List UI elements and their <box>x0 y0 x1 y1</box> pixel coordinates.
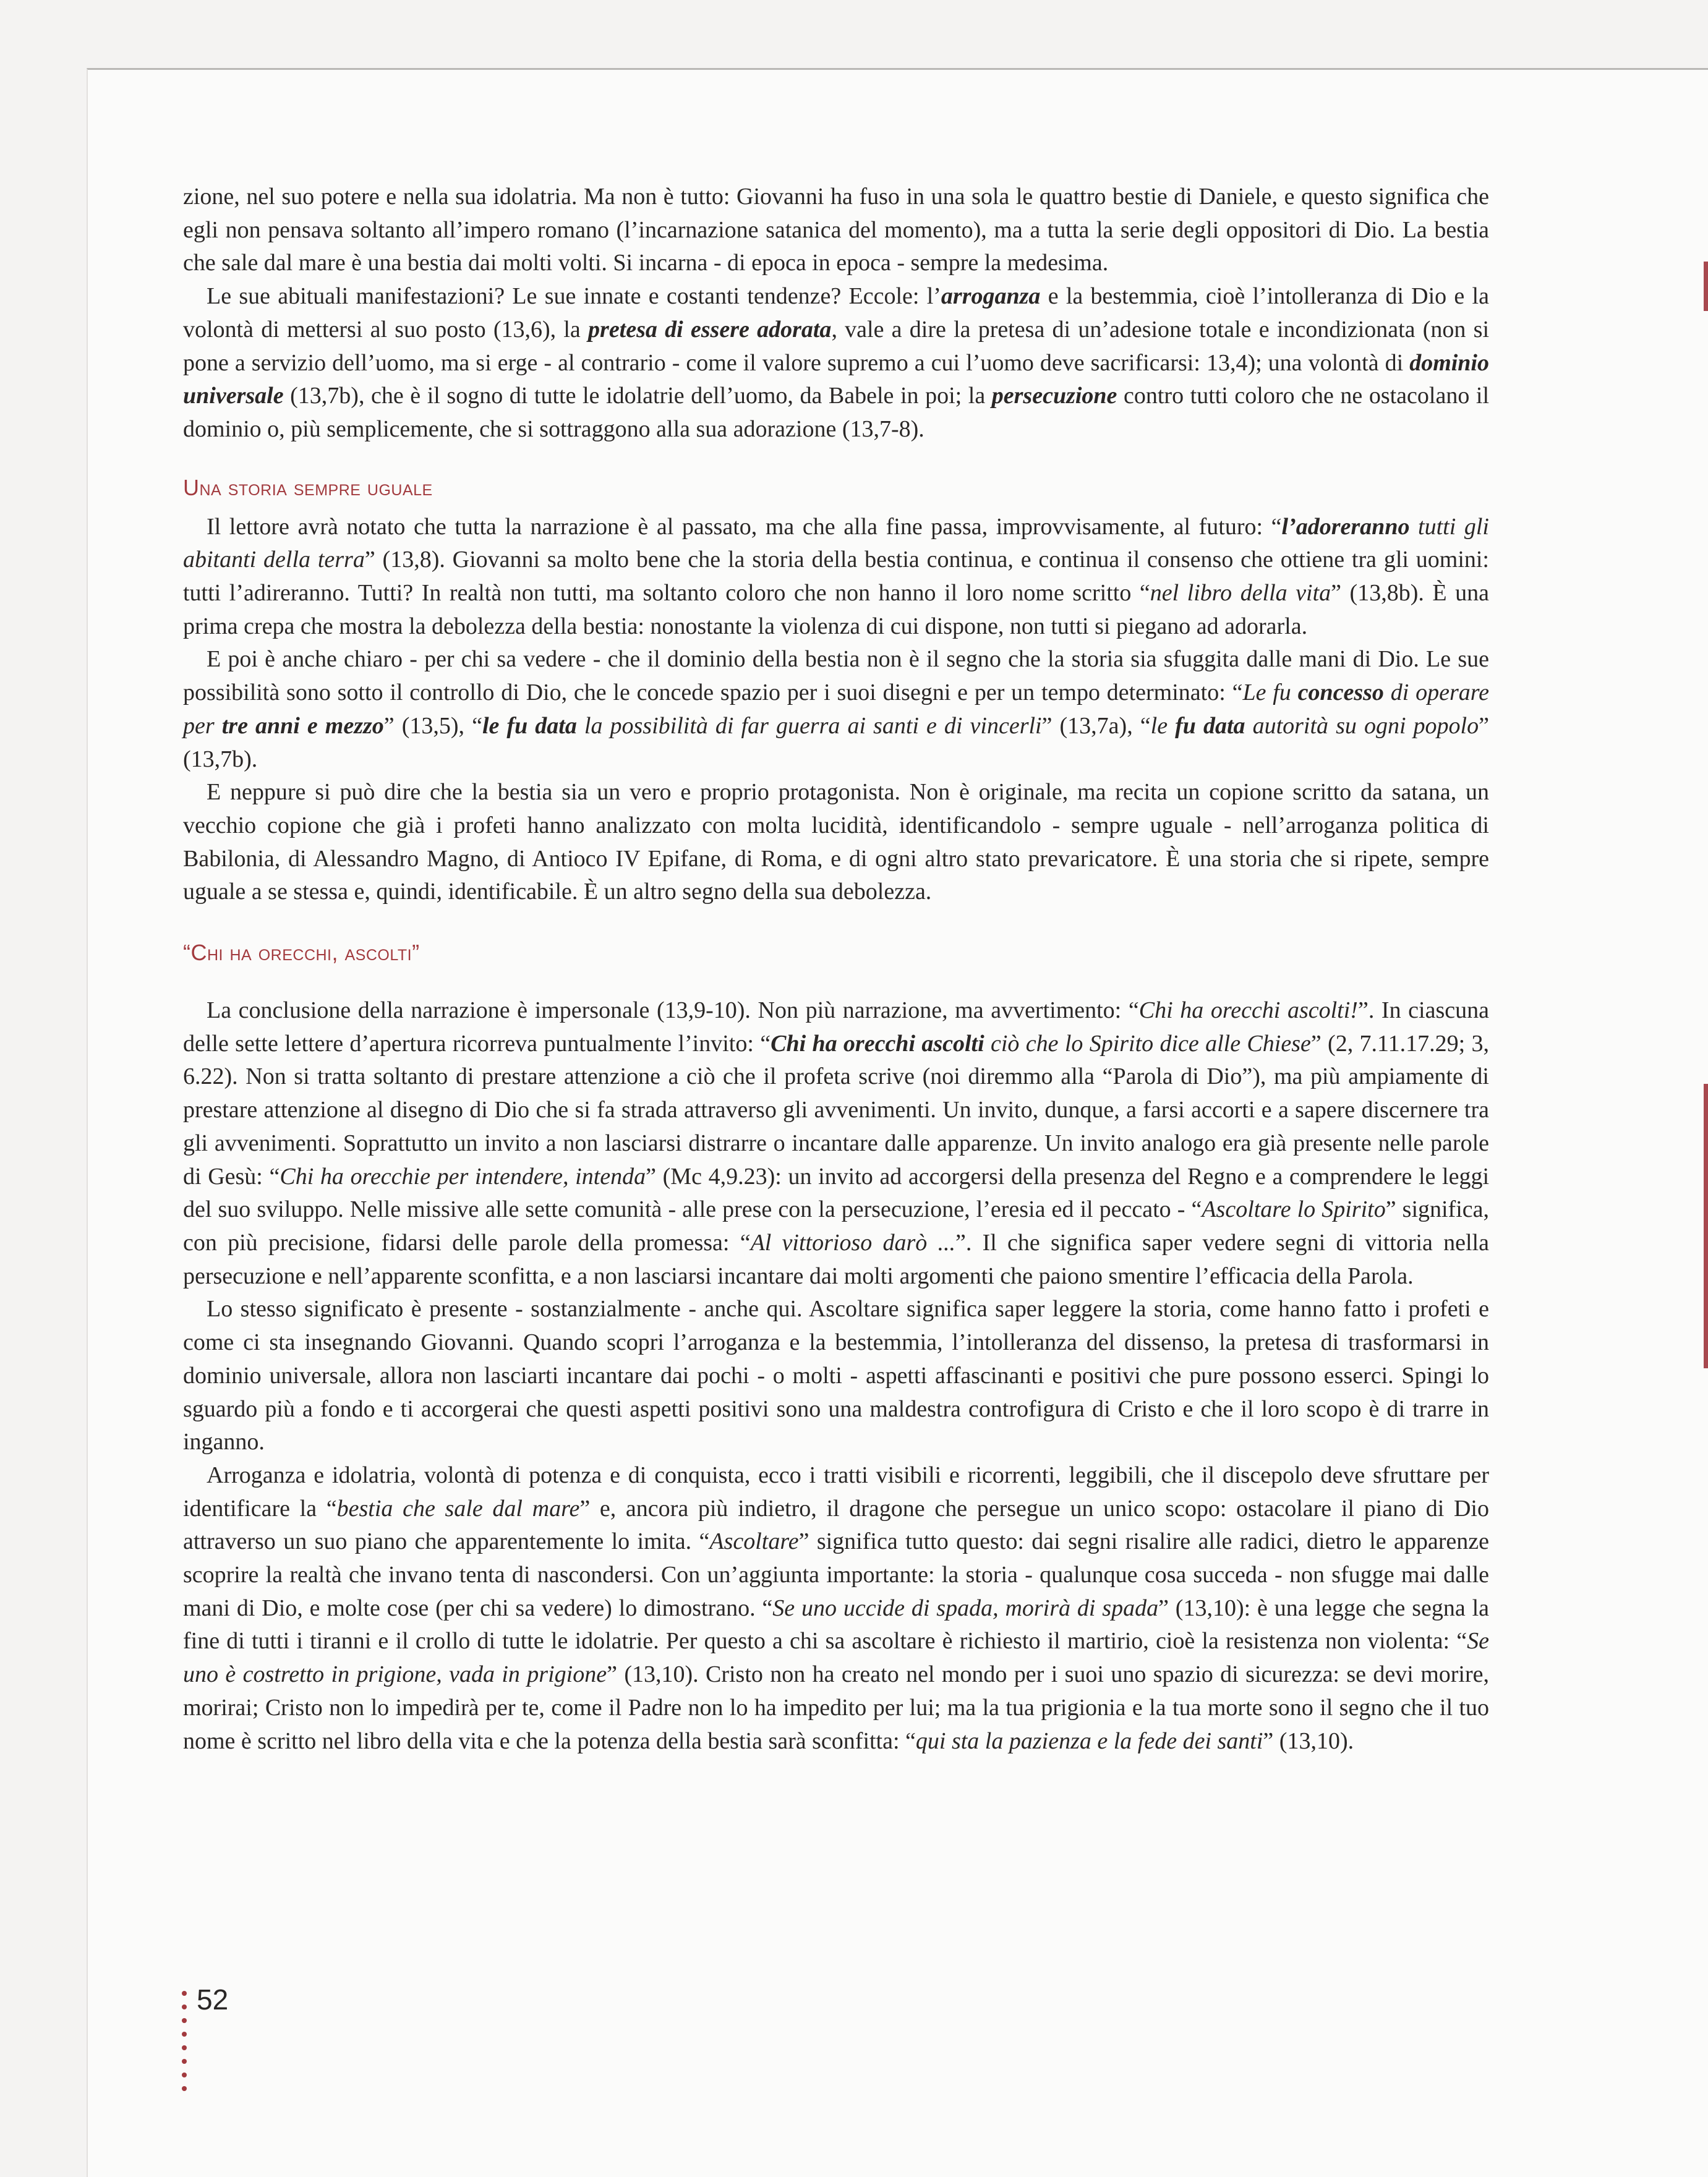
text-run: contro tutti coloro che ne ostacolano il dominio o, più semplicemente, che si sottraggono alla sua adorazione (13,7-8). <box>183 383 1489 442</box>
emphasis-italic: Al vittorioso darò ... <box>750 1229 955 1256</box>
text-run: ” significa tutto questo: dai segni risalire alle radici, dietro le apparenze scoprire la realtà che invano tenta di nascondersi. Con un’aggiunta importante: la storia - qualunque cosa succeda - non sfugge mai dalle mani di Dio, e molte cose (per chi sa vedere) lo dimostrano. “ <box>183 1528 1489 1621</box>
text-run: zione, nel suo potere e nella sua idolatria. Ma non è tutto: Giovanni ha fuso in una sola le quattro bestie di Daniele, e questo significa che egli non pensava soltanto all’impero romano (l’incarnazione satanica del momento), ma a tutta la serie degli oppositori di Dio. La bestia che sale dal mare è una bestia dai molti volti. Si incarna - di epoca in epoca - sempre la medesima. <box>183 184 1489 276</box>
paragraph <box>183 994 1489 1293</box>
text-run: ” (13,10). Cristo non ha creato nel mondo per i suoi uno spazio di sicurezza: se devi morire, morirai; Cristo non lo impedirà per te, come il Padre non lo ha impedito per lui; ma la tua prigionia e la tua morte sono il segno che il tuo nome è scritto nel libro della vita e che la potenza della bestia sarà sconfitta: “ <box>183 1661 1489 1754</box>
text-run: E neppure si può dire che la bestia sia un vero e proprio protagonista. Non è originale, ma recita un copione scritto da satana, un vecchio copione che già i profeti hanno analizzato con molta lucidità, identificandolo - sempre uguale - nell’arroganza politica di Babilonia, di Alessandro Magno, di Antioco IV Epifane, di Roma, e di ogni altro stato prevaricatore. È una storia che si ripete, sempre uguale a se stessa e, quindi, identificabile. È un altro segno della sua debolezza. <box>183 779 1489 905</box>
emphasis-italic: la possibilità di far guerra ai santi e di vincerli <box>576 712 1042 739</box>
emphasis-italic: Se uno è costretto in prigione, vada in prigione <box>183 1628 1489 1688</box>
emphasis-italic: Se uno uccide di spada, morirà di spada <box>772 1595 1159 1621</box>
text-run: E poi è anche chiaro - per chi sa vedere - che il dominio della bestia non è il segno che la storia sia sfuggita dalle mani di Dio. Le sue possibilità sono sotto il controllo di Dio, che le concede spazio per i suoi disegni e per un tempo determinato: “ <box>183 646 1489 706</box>
emphasis-italic: ciò che lo Spirito dice alle Chiese <box>984 1030 1311 1057</box>
paragraph <box>183 511 1489 644</box>
emphasis-italic: tutti gli abitanti della terra <box>183 513 1489 573</box>
emphasis-italic: bestia che sale dal mare <box>336 1495 580 1522</box>
text-run: Il lettore avrà notato che tutta la narrazione è al passato, ma che alla fine passa, improvvisamente, al futuro: “ <box>207 513 1282 540</box>
text-run: (13,7b), che è il sogno di tutte le idolatrie dell’uomo, da Babele in poi; la <box>283 383 992 409</box>
emphasis-bold: tre anni e mezzo <box>221 712 384 739</box>
emphasis-italic: Chi ha orecchie per intendere, intenda <box>280 1163 646 1190</box>
text-run: ”. Il che significa saper vedere segni di vittoria nella persecuzione e nell’apparente sconfitta, e a non lasciarsi incantare dai molti argomenti che paiono smentire l’efficacia della Parola. <box>183 1229 1489 1289</box>
paragraph <box>183 1459 1489 1758</box>
emphasis-italic: Chi ha orecchi ascolti! <box>1138 997 1358 1024</box>
emphasis-italic: le <box>1150 712 1176 739</box>
emphasis-italic: qui sta la pazienza e la fede dei santi <box>915 1728 1263 1754</box>
text-run: e la bestemmia, cioè l’intolleranza di Dio e la volontà di mettersi al suo posto (13,6), la <box>183 283 1489 343</box>
text-run: , vale a dire la pretesa di un’adesione totale e incondizionata (non si pone a servizio dell’uomo, ma si erge - al contrario - come il valore supremo a cui l’uomo deve sacrificarsi: 13,4); una volontà di <box>183 316 1489 376</box>
text-run: ” significa, con più precisione, fidarsi delle parole della promessa: “ <box>183 1196 1490 1256</box>
emphasis-italic: Le fu <box>1242 680 1298 706</box>
emphasis-bold: le fu data <box>482 712 577 739</box>
text-run: ” (Mc 4,9.23): un invito ad accorgersi della presenza del Regno e a comprendere le leggi del suo sviluppo. Nelle missive alle sette comunità - alle prese con la persecuzione, l’eresia ed il peccato - “ <box>183 1163 1490 1223</box>
emphasis-bold: pretesa di essere adorata <box>588 316 832 343</box>
text-run: ” (13,5), “ <box>383 712 482 739</box>
dotted-rule <box>182 1991 187 2091</box>
text-run: ”. In ciascuna delle sette lettere d’apertura ricorreva puntualmente l’invito: “ <box>183 997 1489 1057</box>
emphasis-bold: persecuzione <box>991 383 1117 409</box>
text-run: ” (13,10). <box>1263 1728 1354 1754</box>
text-run: ” (2, 7.11.17.29; 3, 6.22). Non si tratta soltanto di prestare attenzione a ciò che il profeta scrive (noi diremmo alla “Parola di Dio”), ma più ampiamente di prestare attenzione al disegno di Dio che si fa strada attraverso gli avvenimenti. Un invito, dunque, a farsi accorti e a sapere discernere tra gli avvenimenti. Soprattutto un invito a non lasciarsi distrarre o incantare dalle apparenze. Un invito analogo era già presente nelle parole di Gesù: “ <box>183 1030 1490 1190</box>
text-run: ” (13,7a), “ <box>1041 712 1151 739</box>
paragraph <box>183 181 1489 280</box>
emphasis-italic: Ascoltare lo Spirito <box>1202 1196 1386 1223</box>
paragraph <box>183 1293 1489 1459</box>
emphasis-bold: dominio universale <box>183 349 1489 409</box>
article-body <box>183 181 1489 1758</box>
text-run: ” (13,8). Giovanni sa molto bene che la storia della bestia continua, e continua il consenso che ottiene tra gli uomini: tutti l’adireranno. Tutti? In realtà non tutti, ma soltanto coloro che non hanno il loro nome scritto “ <box>183 547 1489 607</box>
text-run: ” (13,8b). È una prima crepa che mostra la debolezza della bestia: nonostante la violenza di cui dispone, non tutti si piegano ad adorarla. <box>183 580 1489 639</box>
edge-tab-mark <box>1704 262 1708 311</box>
emphasis-bold: Chi ha orecchi ascolti <box>771 1030 984 1057</box>
emphasis-italic: Ascoltare <box>709 1528 799 1555</box>
text-run: ” (13,7b). <box>183 712 1489 772</box>
paragraph <box>183 776 1489 909</box>
paragraph <box>183 643 1489 776</box>
section-heading: Una storia sempre uguale <box>183 474 433 500</box>
text-run: La conclusione della narrazione è impersonale (13,9-10). Non più narrazione, ma avvertimento: “ <box>207 997 1139 1024</box>
emphasis-bold: arroganza <box>941 283 1041 310</box>
emphasis-bold: l’adoreranno <box>1281 513 1410 540</box>
text-run: ” e, ancora più indietro, il dragone che persegue un unico scopo: ostacolare il piano di Dio attraverso un suo piano che apparentemente lo imita. “ <box>183 1495 1489 1555</box>
text-run: Lo stesso significato è presente - sostanzialmente - anche qui. Ascoltare significa saper leggere la storia, come hanno fatto i profeti e come ci sta insegnando Giovanni. Quando scopri l’arroganza e la bestemmia, l’intolleranza del dissenso, la pretesa di trasformarsi in dominio universale, allora non lasciarti incantare dai pochi - o molti - aspetti affascinanti e positivi che pure possono esserci. Spingi lo sguardo più a fondo e ti accorgerai che questi aspetti positivi sono una maldestra controfigura di Cristo e che il loro scopo è di trarre in inganno. <box>183 1296 1489 1455</box>
emphasis-italic: autorità su ogni popolo <box>1245 712 1479 739</box>
page-number: 52 <box>197 1983 229 2016</box>
edge-tab-mark <box>1704 1084 1708 1368</box>
text-run: Le sue abituali manifestazioni? Le sue innate e costanti tendenze? Eccole: l’ <box>207 283 941 310</box>
section-heading: “Chi ha orecchi, ascolti” <box>183 940 420 966</box>
emphasis-italic: di operare per <box>183 680 1489 739</box>
paragraph <box>183 280 1489 446</box>
emphasis-bold: concesso <box>1297 680 1384 706</box>
emphasis-italic: nel libro della vita <box>1150 580 1331 607</box>
emphasis-bold: fu data <box>1175 712 1245 739</box>
text-run: Arroganza e idolatria, volontà di potenza e di conquista, ecco i tratti visibili e ricorrenti, leggibili, che il discepolo deve sfruttare per identificare la “ <box>183 1462 1489 1522</box>
text-run: ” (13,10): è una legge che segna la fine di tutti i tiranni e il crollo di tutte le idolatrie. Per questo a chi sa ascoltare è richiesto il martirio, cioè la resistenza non violenta: “ <box>183 1595 1489 1655</box>
